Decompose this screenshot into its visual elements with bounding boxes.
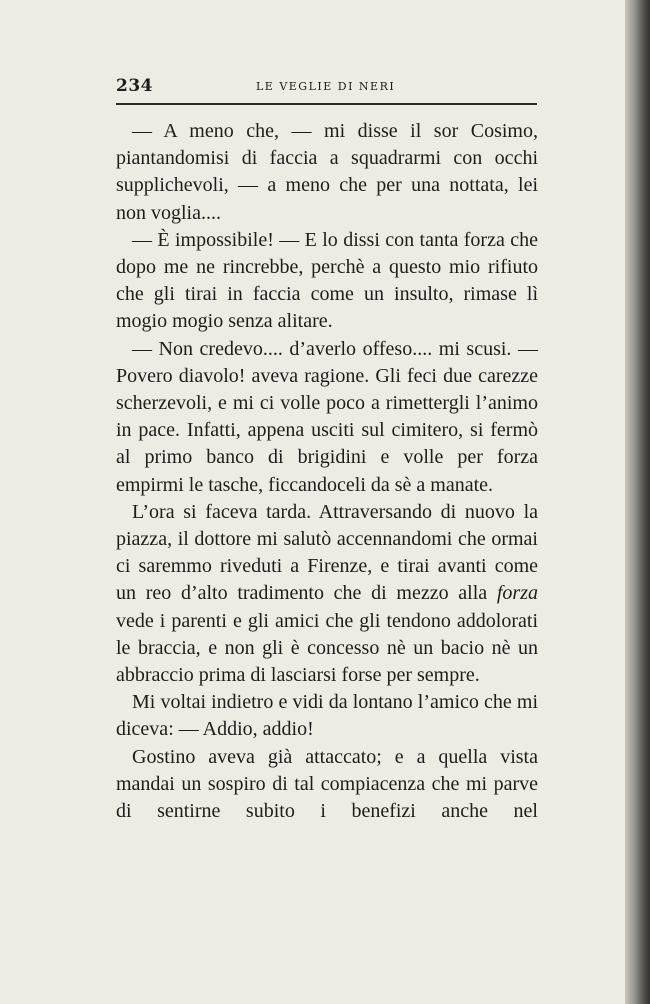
paragraph: — È impossibile! — E lo dissi con tanta forza che dopo me ne rincrebbe, perchè a questo mio rifiuto che gli tirai in faccia come un insulto, rimase lì mogio mogio senza alitare. bbox=[116, 228, 538, 333]
paragraph: L’ora si faceva tarda. Attraversando di nuovo la piazza, il dottore mi salutò accennandomi che ormai ci saremmo riveduti a Firenze, e tirai avanti come un reo d’alto tradimento che di mezzo alla forza vede i parenti e gli amici che gli tendono addolorati le braccia, e non gli è concesso nè un bacio nè un abbraccio prima di lasciarsi forse per sempre. bbox=[116, 500, 538, 687]
paragraph: Gostino aveva già attaccato; e a quella vista mandai un sospiro di tal compiacenza che mi parve di sentirne subito i benefizi anche nel bbox=[116, 745, 538, 823]
body-text bbox=[116, 118, 538, 825]
running-title: LE VEGLIE DI NERI bbox=[256, 80, 396, 93]
header-rule bbox=[116, 103, 537, 105]
page-number: 234 bbox=[116, 76, 153, 96]
italic-word: forza bbox=[496, 582, 538, 605]
paragraph: Mi voltai indietro e vidi da lontano l’amico che mi diceva: — Addio, addio! bbox=[116, 691, 538, 741]
page-edge-shadow bbox=[625, 0, 650, 1004]
page-header bbox=[116, 76, 538, 100]
paragraph: — A meno che, — mi disse il sor Cosimo, piantandomisi di faccia a squadrarmi con occhi supplichevoli, — a meno che per una nottata, lei non voglia.... bbox=[116, 120, 538, 224]
paragraph: — Non credevo.... d’averlo offeso.... mi scusi. — Povero diavolo! aveva ragione. Gli feci due carezze scherzevoli, e mi ci volle poco a rimettergli l’animo in pace. Infatti, appena usciti sul cimitero, si fermò al primo banco di brigidini e volle per forza empirmi le tasche, ficcandoceli da sè a manate. bbox=[116, 337, 538, 496]
